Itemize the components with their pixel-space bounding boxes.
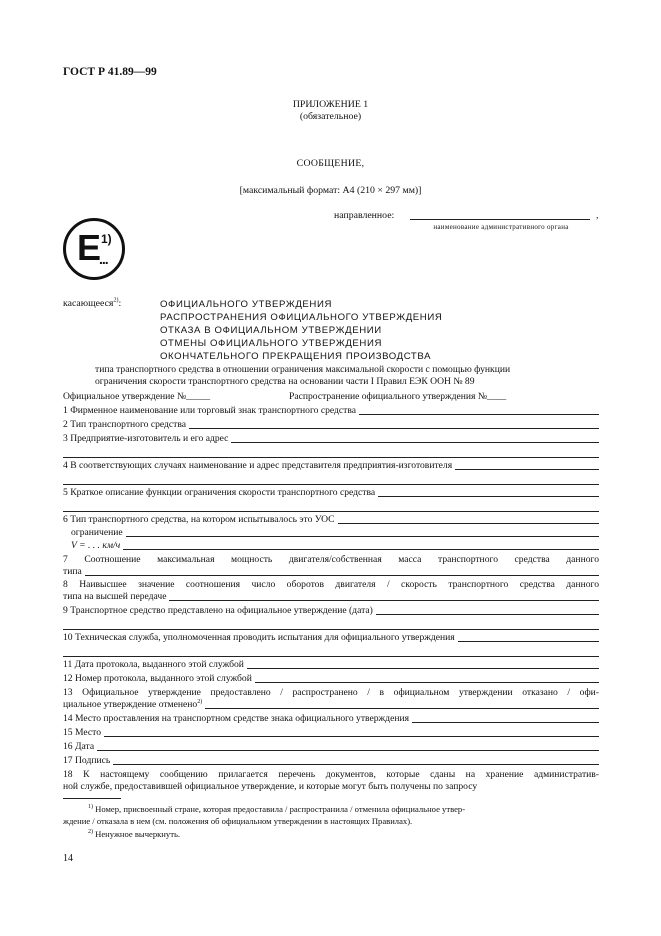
field-11[interactable] bbox=[63, 659, 599, 671]
field-4-line-2[interactable] bbox=[63, 484, 599, 485]
field-4-line[interactable] bbox=[455, 469, 599, 470]
field-10-line-2[interactable] bbox=[63, 656, 599, 657]
field-3[interactable] bbox=[63, 433, 599, 445]
field-1[interactable] bbox=[63, 405, 599, 417]
footnote-1-line-2: ждение / отказала в нем (см. положения об официальном утверждении в настоящих Правилах). bbox=[63, 816, 413, 826]
field-10-line[interactable] bbox=[458, 641, 599, 642]
annex-title: ПРИЛОЖЕНИЕ 1 bbox=[292, 99, 369, 110]
footnote-2 bbox=[88, 828, 180, 840]
field-9-line-2[interactable] bbox=[63, 629, 599, 630]
approval-mark-icon bbox=[63, 218, 125, 280]
concerning-option-4[interactable]: ОТМЕНЫ ОФИЦИАЛЬНОГО УТВЕРЖДЕНИЯ bbox=[160, 338, 382, 349]
field-7-text: 7 Соотношение максимальная мощность двигателя/собственная масса транспортного средства данного bbox=[63, 554, 599, 565]
field-14-label: 14 Место проставления на транспортном средстве знака официального утверждения bbox=[63, 713, 410, 724]
field-6-label: 6 Тип транспортного средства, на котором испытывалось это УОС bbox=[63, 514, 335, 525]
field-7-line[interactable] bbox=[85, 575, 599, 576]
field-6b-label: ограничение bbox=[71, 527, 123, 538]
field-7-label: типа bbox=[63, 566, 82, 577]
field-5-line[interactable] bbox=[378, 496, 599, 497]
footnote-2-sup: 2) bbox=[88, 829, 93, 836]
field-18-text-1: 18 К настоящему сообщению прилагается перечень документов, которые сданы на хранение административ- bbox=[63, 769, 599, 780]
addressed-label: направленное: bbox=[334, 210, 395, 221]
official-approval-number[interactable]: Официальное утверждение №_____ bbox=[63, 391, 211, 402]
extension-number[interactable]: Распространение официального утверждения №____ bbox=[289, 391, 507, 402]
field-15-line[interactable] bbox=[104, 736, 599, 737]
field-1-label: 1 Фирменное наименование или торговый знак транспортного средства bbox=[63, 405, 357, 416]
field-6b-line[interactable] bbox=[126, 536, 599, 537]
field-16-line[interactable] bbox=[97, 750, 599, 751]
field-16-label: 16 Дата bbox=[63, 741, 95, 752]
field-16[interactable] bbox=[63, 741, 599, 753]
field-12[interactable] bbox=[63, 673, 599, 685]
field-15-label: 15 Место bbox=[63, 727, 102, 738]
addressed-line[interactable] bbox=[410, 219, 590, 220]
concerning-option-1[interactable]: ОФИЦИАЛЬНОГО УТВЕРЖДЕНИЯ bbox=[160, 299, 332, 310]
field-13-line[interactable] bbox=[205, 708, 599, 709]
field-13-text: 13 Официальное утверждение предоставлено / распространено / в официальном утверждении отказано / офи- bbox=[63, 687, 599, 698]
field-17-label: 17 Подпись bbox=[63, 755, 111, 766]
mark-dots: ... bbox=[99, 251, 108, 267]
mark-sup: 1) bbox=[101, 232, 112, 246]
field-18-text-2: ной службе, предоставившей официальное утверждение, и которые могут быть получены по запросу bbox=[63, 781, 478, 792]
concerning-text-1: типа транспортного средства в отношении ограничения максимальной скорости с помощью функции bbox=[95, 364, 511, 375]
field-13-sup: 2) bbox=[197, 698, 203, 705]
format-note: [максимальный формат: А4 (210 × 297 мм)] bbox=[239, 185, 422, 196]
field-6[interactable] bbox=[63, 514, 599, 526]
field-2-line[interactable] bbox=[189, 428, 599, 429]
footnote-1-line-1 bbox=[88, 803, 465, 815]
field-6c-label: V = . . . км/ч bbox=[71, 540, 121, 551]
field-17[interactable] bbox=[63, 755, 599, 767]
field-3-line[interactable] bbox=[231, 442, 599, 443]
concerning-option-2[interactable]: РАСПРОСТРАНЕНИЯ ОФИЦИАЛЬНОГО УТВЕРЖДЕНИЯ bbox=[160, 312, 443, 323]
field-2-label: 2 Тип транспортного средства bbox=[63, 419, 187, 430]
footnote-separator bbox=[63, 798, 121, 799]
field-10-label: 10 Техническая служба, уполномоченная проводить испытания для официального утверждения bbox=[63, 632, 455, 643]
field-13-label bbox=[63, 699, 205, 711]
page-number: 14 bbox=[63, 853, 73, 864]
field-9-line[interactable] bbox=[376, 614, 599, 615]
field-10[interactable] bbox=[63, 632, 599, 644]
concerning-option-3[interactable]: ОТКАЗА В ОФИЦИАЛЬНОМ УТВЕРЖДЕНИИ bbox=[160, 325, 382, 336]
message-title: СООБЩЕНИЕ, bbox=[296, 158, 365, 169]
field-12-line[interactable] bbox=[255, 682, 599, 683]
field-8[interactable] bbox=[63, 591, 599, 603]
concerning-text-2: ограничения скорости транспортного средства на основании части I Правил ЕЭК ООН № 89 bbox=[95, 376, 475, 387]
field-3-line-2[interactable] bbox=[63, 457, 599, 458]
field-13[interactable] bbox=[63, 699, 599, 711]
field-15[interactable] bbox=[63, 727, 599, 739]
concerning-label bbox=[63, 298, 121, 310]
field-6c[interactable] bbox=[71, 540, 599, 552]
addressed-caption: наименование административного органа bbox=[433, 223, 569, 231]
footnote-2-text: Ненужное вычеркнуть. bbox=[95, 829, 181, 839]
field-7[interactable] bbox=[63, 566, 599, 578]
colon: : bbox=[118, 298, 122, 309]
field-8-line[interactable] bbox=[169, 600, 599, 601]
field-11-label: 11 Дата протокола, выданного этой службой bbox=[63, 659, 244, 670]
field-12-label: 12 Номер протокола, выданного этой службой bbox=[63, 673, 252, 684]
field-6c-line[interactable] bbox=[123, 549, 599, 550]
field-6-line[interactable] bbox=[338, 523, 599, 524]
field-14-line[interactable] bbox=[412, 722, 599, 723]
field-4-label: 4 В соответствующих случаях наименование и адрес представителя предприятия-изготовителя bbox=[63, 460, 453, 471]
field-9[interactable] bbox=[63, 605, 599, 617]
field-13-label-text: циальное утверждение отменено bbox=[63, 699, 198, 710]
concerning-text: касающееся bbox=[63, 298, 114, 309]
field-5[interactable] bbox=[63, 487, 599, 499]
annex-subtitle: (обязательное) bbox=[299, 111, 362, 122]
field-6b[interactable] bbox=[71, 527, 599, 539]
document-code: ГОСТ Р 41.89—99 bbox=[63, 66, 157, 78]
field-5-label: 5 Краткое описание функции ограничения скорости транспортного средства bbox=[63, 487, 376, 498]
field-14[interactable] bbox=[63, 713, 599, 725]
field-9-label: 9 Транспортное средство представлено на официальное утверждение (дата) bbox=[63, 605, 373, 616]
field-1-line[interactable] bbox=[359, 414, 599, 415]
field-3-label: 3 Предприятие-изготовитель и его адрес bbox=[63, 433, 229, 444]
concerning-option-5[interactable]: ОКОНЧАТЕЛЬНОГО ПРЕКРАЩЕНИЯ ПРОИЗВОДСТВА bbox=[160, 351, 432, 362]
comma: , bbox=[596, 210, 599, 221]
field-8-text: 8 Наивысшее значение соотношения число оборотов двигателя / скорость транспортного средства данного bbox=[63, 579, 599, 590]
footnote-1-text-a: Номер, присвоенный стране, которая предоставила / распространила / отменила официальное утвер- bbox=[95, 804, 466, 814]
concerning-sup: 2) bbox=[113, 297, 119, 304]
mark-letter: E bbox=[77, 227, 102, 268]
footnote-1-sup: 1) bbox=[88, 804, 93, 811]
field-4[interactable] bbox=[63, 460, 599, 472]
field-11-line[interactable] bbox=[247, 668, 599, 669]
field-17-line[interactable] bbox=[113, 764, 599, 765]
field-2[interactable] bbox=[63, 419, 599, 431]
field-8-label: типа на высшей передаче bbox=[63, 591, 167, 602]
field-5-line-2[interactable] bbox=[63, 511, 599, 512]
